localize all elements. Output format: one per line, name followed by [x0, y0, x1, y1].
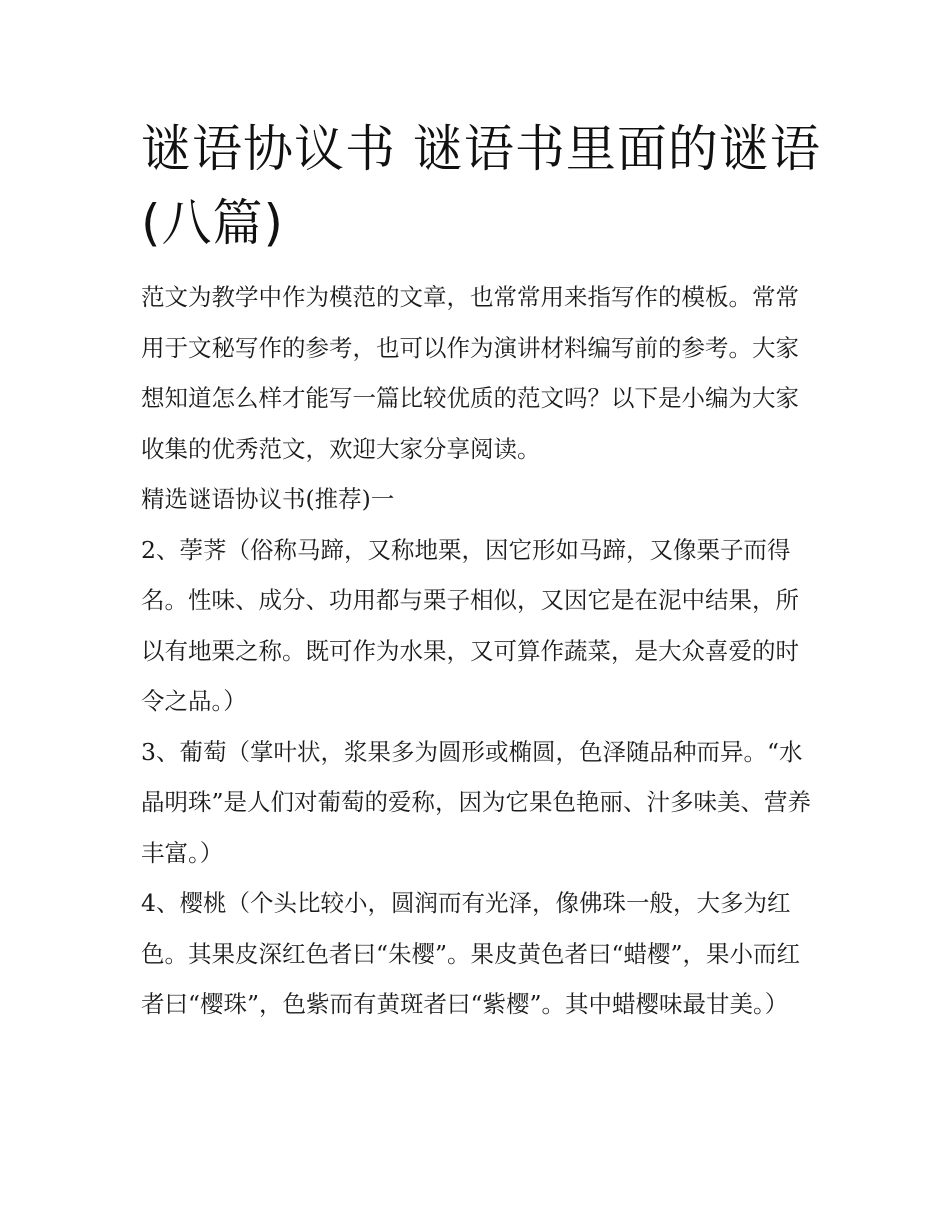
intro-paragraph: 范文为教学中作为模范的文章，也常常用来指写作的模板。常常用于文秘写作的参考，也可以作为演讲材料编写前的参考。大家想知道怎么样才能写一篇比较优质的范文吗？以下是小编为大家收集的优秀范文，欢迎大家分享阅读。	[141, 283, 799, 463]
riddle-item-2: 2、荸荠（俗称马蹄，又称地栗，因它形如马蹄，又像栗子而得名。性味、成分、功用都与栗子相似，又因它是在泥中结果，所以有地栗之称。既可作为水果，又可算作蔬菜，是大众喜爱的时令之品。）	[141, 535, 799, 715]
document-title: 谜语协议书 谜语书里面的谜语(八篇)	[141, 120, 821, 252]
document-body	[141, 112, 821, 1030]
riddle-item-4: 4、樱桃（个头比较小，圆润而有光泽，像佛珠一般，大多为红色。其果皮深红色者曰“朱樱”。果皮黄色者曰“蜡樱”，果小而红者曰“樱珠”，色紫而有黄斑者曰“紫樱”。其中蜡樱味最甘美。）	[141, 889, 801, 1018]
riddle-item-3: 3、葡萄（掌叶状，浆果多为圆形或椭圆，色泽随品种而异。“水晶明珠”是人们对葡萄的爱称，因为它果色艳丽、汁多味美、营养丰富。）	[141, 737, 812, 867]
section-heading: 精选谜语协议书(推荐)一	[141, 485, 395, 513]
